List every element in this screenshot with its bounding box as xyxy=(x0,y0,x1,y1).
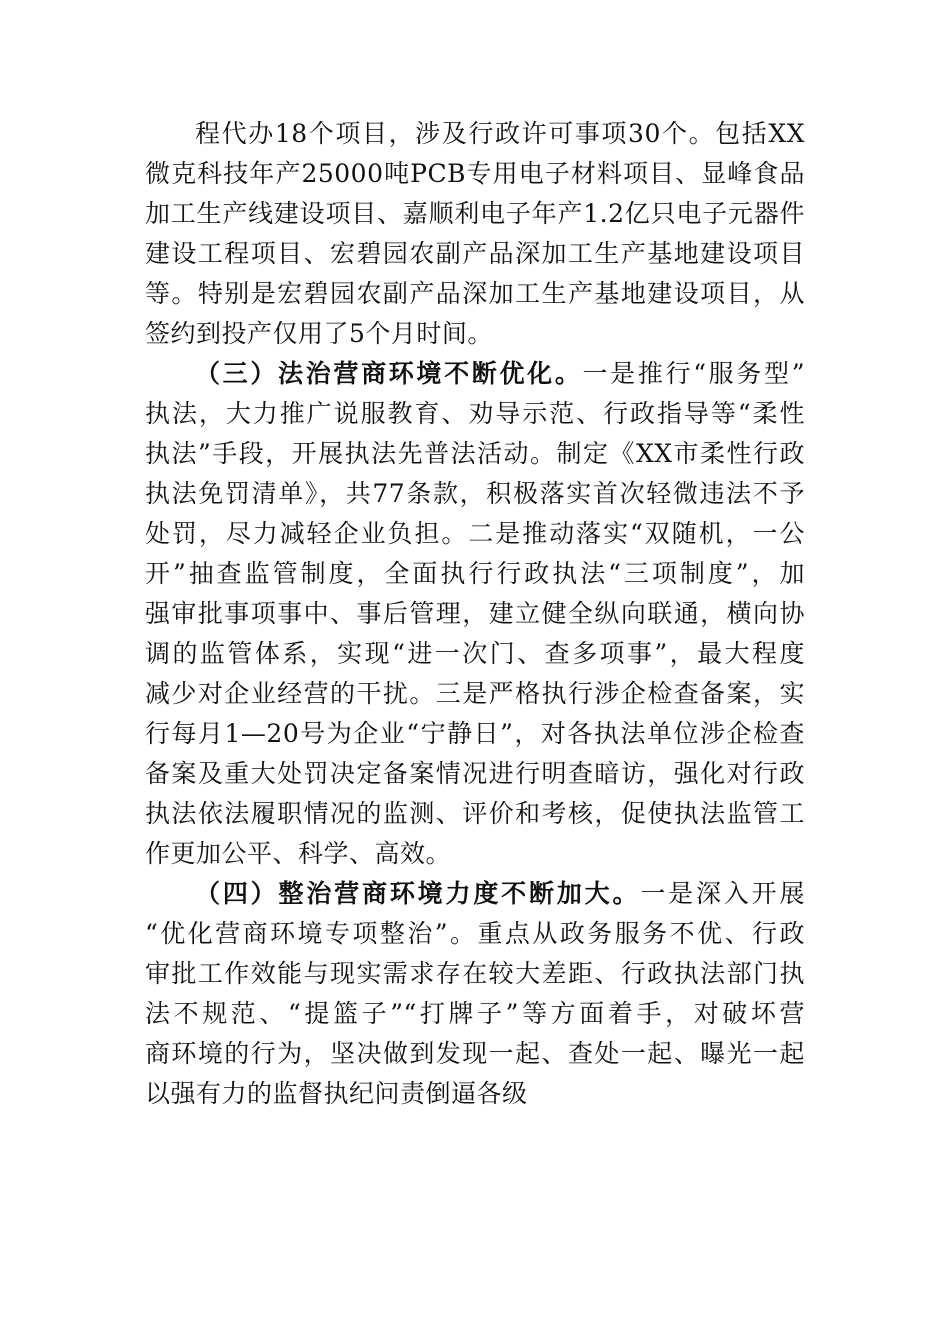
paragraph-2 xyxy=(145,354,805,874)
text-line: 执法”手段，开展执法先普法活动。制定《XX市柔性行政 xyxy=(145,439,805,468)
text-line: 加工生产线建设项目、嘉顺利电子年产1.2亿只电子元器件 xyxy=(145,199,805,228)
text-line: 审批工作效能与现实需求存在较大差距、行政执法部门执 xyxy=(145,959,805,988)
text-line: 减少对企业经营的干扰。三是严格执行涉企检查备案，实 xyxy=(145,679,805,708)
text-line: 等。特别是宏碧园农副产品深加工生产基地建设项目，从 xyxy=(145,279,805,308)
text-line: 调的监管体系，实现“进一次门、查多项事”，最大程度 xyxy=(145,639,805,668)
text-line: 微克科技年产25000吨PCB专用电子材料项目、显峰食品 xyxy=(145,159,805,188)
text-line: 执法依法履职情况的监测、评价和考核，促使执法监管工 xyxy=(145,799,805,828)
document-page xyxy=(145,114,805,1114)
text-line: 备案及重大处罚决定备案情况进行明查暗访，强化对行政 xyxy=(145,759,805,788)
section-heading: （四）整治营商环境力度不断加大。 xyxy=(195,879,641,908)
text-line: 开”抽查监管制度，全面执行行政执法“三项制度”，加 xyxy=(145,559,805,588)
text-line: 签约到投产仅用了5个月时间。 xyxy=(145,319,493,348)
text-line xyxy=(145,874,805,914)
text-line xyxy=(145,354,805,394)
text-line: 以强有力的监督执纪问责倒逼各级 xyxy=(145,1079,528,1108)
text-line: 执法，大力推广说服教育、劝导示范、行政指导等“柔性 xyxy=(145,399,805,428)
paragraph-1 xyxy=(145,114,805,354)
text-line: 处罚，尽力减轻企业负担。二是推动落实“双随机，一公 xyxy=(145,519,805,548)
text-line: 执法免罚清单》，共77条款，积极落实首次轻微违法不予 xyxy=(145,479,805,508)
section-heading: （三）法治营商环境不断优化。 xyxy=(195,359,583,388)
paragraph-3 xyxy=(145,874,805,1114)
text-line: 商环境的行为，坚决做到发现一起、查处一起、曝光一起 xyxy=(145,1039,805,1068)
text-run: 一是推行“服务型” xyxy=(582,359,805,388)
text-line: 作更加公平、科学、高效。 xyxy=(145,839,452,868)
text-run: 一是深入开展 xyxy=(640,879,805,908)
text-line: 行每月1—20号为企业“宁静日”，对各执法单位涉企检查 xyxy=(145,719,805,748)
text-line: 程代办18个项目，涉及行政许可事项30个。包括XX xyxy=(195,119,805,148)
text-line: “优化营商环境专项整治”。重点从政务服务不优、行政 xyxy=(145,919,805,948)
text-line: 强审批事项事中、事后管理，建立健全纵向联通，横向协 xyxy=(145,599,805,628)
text-line: 法不规范、“提篮子”“打牌子”等方面着手，对破坏营 xyxy=(145,999,805,1028)
text-line: 建设工程项目、宏碧园农副产品深加工生产基地建设项目 xyxy=(145,239,805,268)
